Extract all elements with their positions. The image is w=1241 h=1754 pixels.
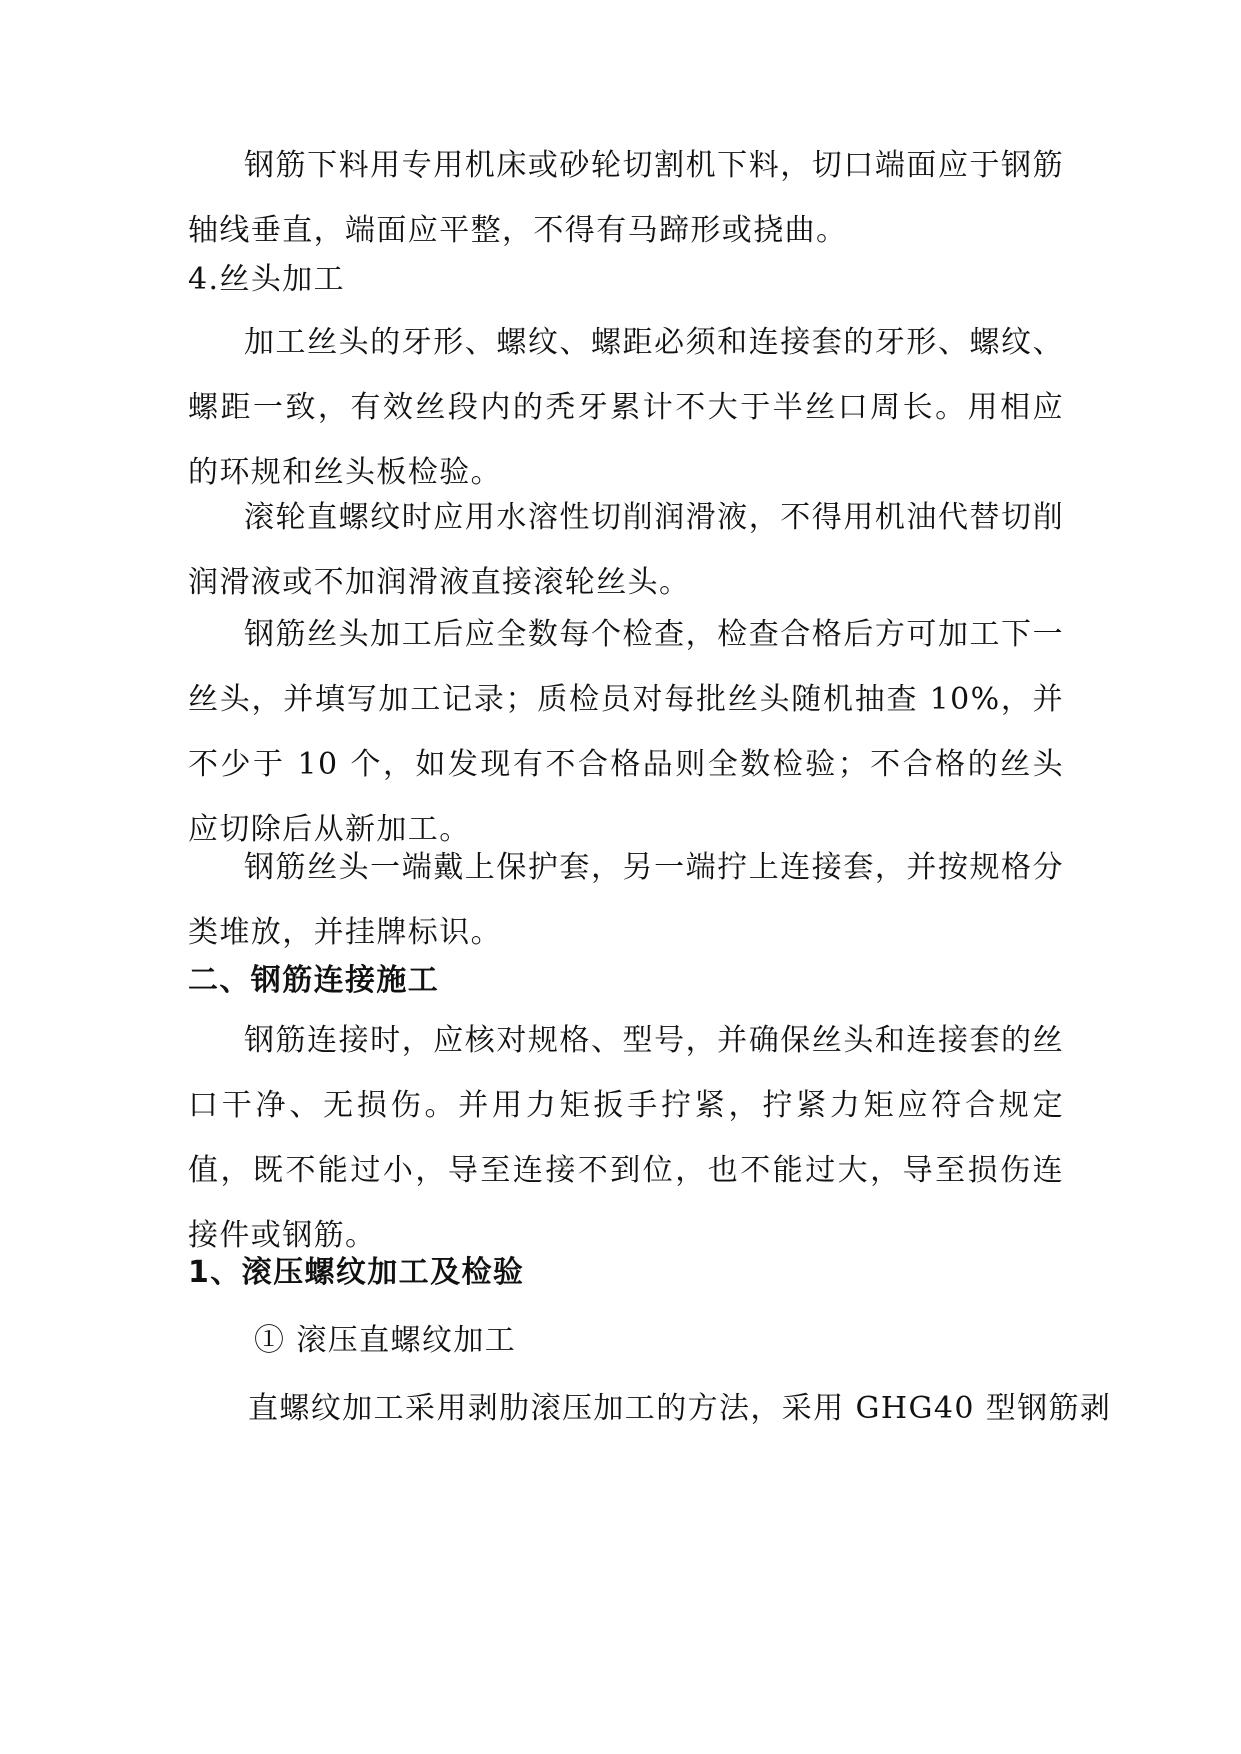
heading-rolling-thread: 1、滚压螺纹加工及检验 xyxy=(188,1255,525,1290)
paragraph-connection: 钢筋连接时，应核对规格、型号，并确保丝头和连接套的丝口干净、无损伤。并用力矩扳手拧紧，拧紧力矩应符合规定值，既不能过小，导至连接不到位，也不能过大，导至损伤连接件或钢筋。 xyxy=(188,1023,1064,1253)
paragraph-rolling-method: 直螺纹加工采用剥肋滚压加工的方法，采用 GHG40 型钢筋剥 xyxy=(248,1391,1112,1426)
paragraph-inspection: 钢筋丝头加工后应全数每个检查，检查合格后方可加工下一丝头，并填写加工记录；质检员对每批丝头随机抽查 10%，并不少于 10 个，如发现有不合格品则全数检验；不合格的丝头应切除后从新加工。 xyxy=(188,617,1064,847)
heading-thread-processing: 4.丝头加工 xyxy=(188,262,346,297)
heading-rebar-connection: 二、钢筋连接施工 xyxy=(188,963,440,998)
paragraph-lubricant: 滚轮直螺纹时应用水溶性切削润滑液，不得用机油代替切削润滑液或不加润滑液直接滚轮丝头。 xyxy=(188,500,1064,600)
subheading-rolling-straight-thread: ① 滚压直螺纹加工 xyxy=(254,1323,517,1358)
paragraph-protection: 钢筋丝头一端戴上保护套，另一端拧上连接套，并按规格分类堆放，并挂牌标识。 xyxy=(188,850,1064,950)
paragraph-cutting: 钢筋下料用专用机床或砂轮切割机下料，切口端面应于钢筋轴线垂直，端面应平整，不得有马蹄形或挠曲。 xyxy=(188,148,1064,248)
paragraph-thread-profile: 加工丝头的牙形、螺纹、螺距必须和连接套的牙形、螺纹、螺距一致，有效丝段内的秃牙累计不大于半丝口周长。用相应的环规和丝头板检验。 xyxy=(188,325,1064,490)
